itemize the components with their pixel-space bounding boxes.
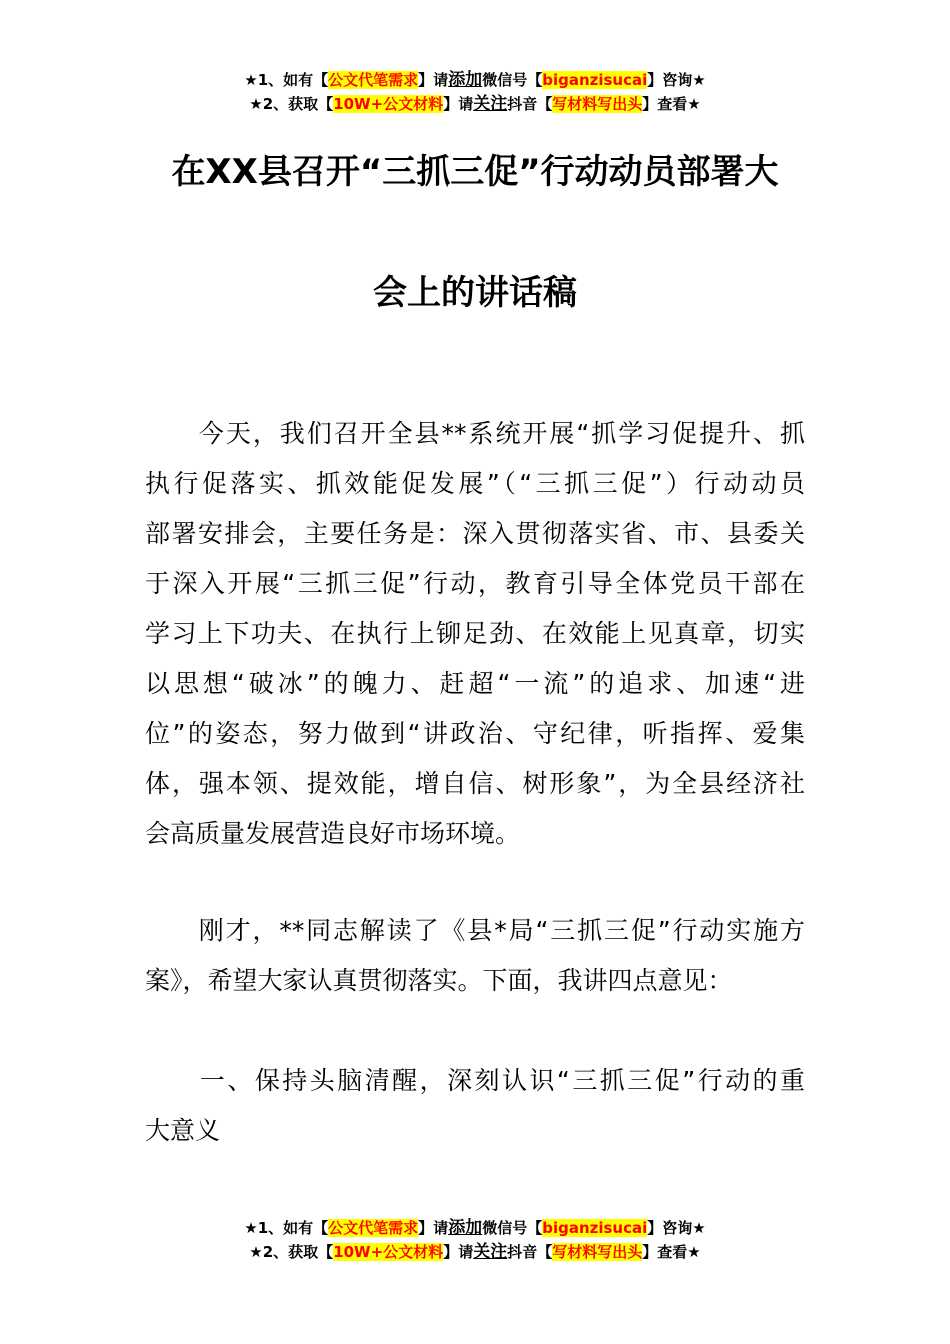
paragraph-line: 以思想“破冰”的魄力、赶超“一流”的追求、加速“进 [145,669,805,698]
paragraph-line: 于深入开展“三抓三促”行动，教育引导全体党员干部在 [145,569,805,598]
banner-line-1 [0,1216,950,1240]
banner-highlight: 写材料写出头 [552,95,643,113]
document-title-line-1: 在XX县召开“三抓三促”行动动员部署大 [171,152,779,192]
banner-text: ★1、如有【 [244,1219,329,1237]
section-heading-1 [145,1056,805,1156]
body-paragraph-1 [145,409,805,859]
banner-text: 微信号【 [482,1219,543,1237]
paragraph-line: 部署安排会，主要任务是：深入贯彻落实省、市、县委关 [145,519,805,548]
banner-text: 抖音【 [507,1243,553,1261]
header-banner [0,68,950,116]
banner-text: 】请 [418,1219,449,1237]
paragraph-line: 会高质量发展营造良好市场环境。 [145,819,521,848]
banner-text: 】查看★ [642,95,701,113]
body-paragraph-2 [145,906,805,1006]
banner-highlight: 公文代笔需求 [328,1219,419,1237]
banner-text: 抖音【 [507,95,553,113]
banner-emphasis: 添加 [448,1218,483,1238]
banner-highlight: 10W+公文材料 [333,1243,444,1261]
paragraph-line: 体，强本领、提效能，增自信、树形象”，为全县经济社 [145,769,805,798]
banner-text: ★2、获取【 [249,1243,334,1261]
banner-highlight: 写材料写出头 [552,1243,643,1261]
banner-highlight: 10W+公文材料 [333,95,444,113]
banner-emphasis: 关注 [473,94,508,114]
paragraph-line: 执行促落实、抓效能促发展”（“三抓三促”）行动动员 [145,469,805,498]
banner-highlight: 公文代笔需求 [328,71,419,89]
banner-text: 】咨询★ [647,1219,706,1237]
paragraph-line: 刚才，**同志解读了《县*局“三抓三促”行动实施方 [145,916,805,945]
paragraph-line: 今天，我们召开全县**系统开展“抓学习促提升、抓 [145,419,805,448]
paragraph-line: 一、保持头脑清醒，深刻认识“三抓三促”行动的重 [145,1066,805,1095]
banner-highlight: biganzisucai [542,71,648,89]
banner-line-1 [0,68,950,92]
banner-text: 微信号【 [482,71,543,89]
paragraph-line: 学习上下功夫、在执行上铆足劲、在效能上见真章，切实 [145,619,805,648]
banner-line-2 [0,1240,950,1264]
banner-text: 】查看★ [642,1243,701,1261]
banner-highlight: biganzisucai [542,1219,648,1237]
paragraph-line: 大意义 [145,1116,221,1145]
paragraph-line: 位”的姿态，努力做到“讲政治、守纪律，听指挥、爱集 [145,719,805,748]
banner-line-2 [0,92,950,116]
banner-text: 】咨询★ [647,71,706,89]
banner-emphasis: 添加 [448,70,483,90]
footer-banner [0,1216,950,1264]
banner-text: ★2、获取【 [249,95,334,113]
paragraph-line: 案》，希望大家认真贯彻落实。下面，我讲四点意见： [145,966,733,995]
banner-text: 】请 [443,95,474,113]
banner-text: 】请 [418,71,449,89]
banner-text: ★1、如有【 [244,71,329,89]
banner-text: 】请 [443,1243,474,1261]
banner-emphasis: 关注 [473,1242,508,1262]
document-title-line-2: 会上的讲话稿 [373,273,577,313]
